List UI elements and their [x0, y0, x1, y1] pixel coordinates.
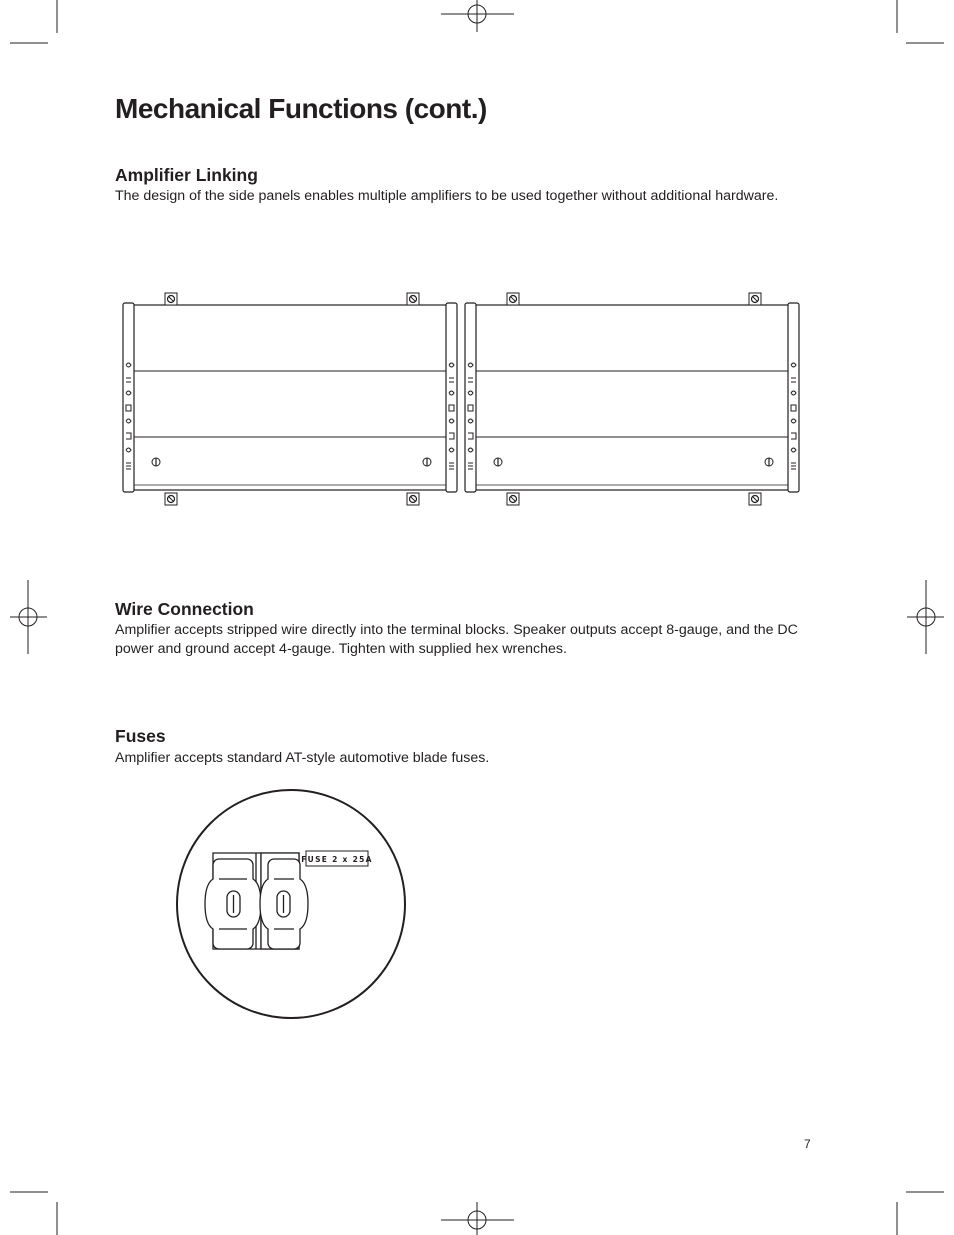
amplifier-linking-illustration [115, 285, 815, 510]
fuse-rating-label: FUSE 2 x 25A [301, 855, 373, 864]
page-title: Mechanical Functions (cont.) [115, 93, 487, 124]
amplifier-linking-text: The design of the side panels enables multiple amplifiers to be used together without additional hardware. [115, 188, 779, 204]
amplifier-left [123, 293, 457, 505]
fuses-heading: Fuses [115, 726, 166, 746]
amplifier-right [465, 293, 799, 505]
page-number: 7 [804, 1137, 811, 1151]
fuse-illustration [170, 785, 415, 1025]
fuses-text: Amplifier accepts standard AT-style automotive blade fuses. [115, 750, 490, 766]
wire-connection-text: Amplifier accepts stripped wire directly into the terminal blocks. Speaker outputs accept 8-gauge, and the DC power and ground accept 4-gauge. Tighten with supplied hex wrenches. [115, 622, 798, 657]
wire-connection-heading: Wire Connection [115, 599, 254, 619]
amplifier-linking-heading: Amplifier Linking [115, 165, 258, 185]
